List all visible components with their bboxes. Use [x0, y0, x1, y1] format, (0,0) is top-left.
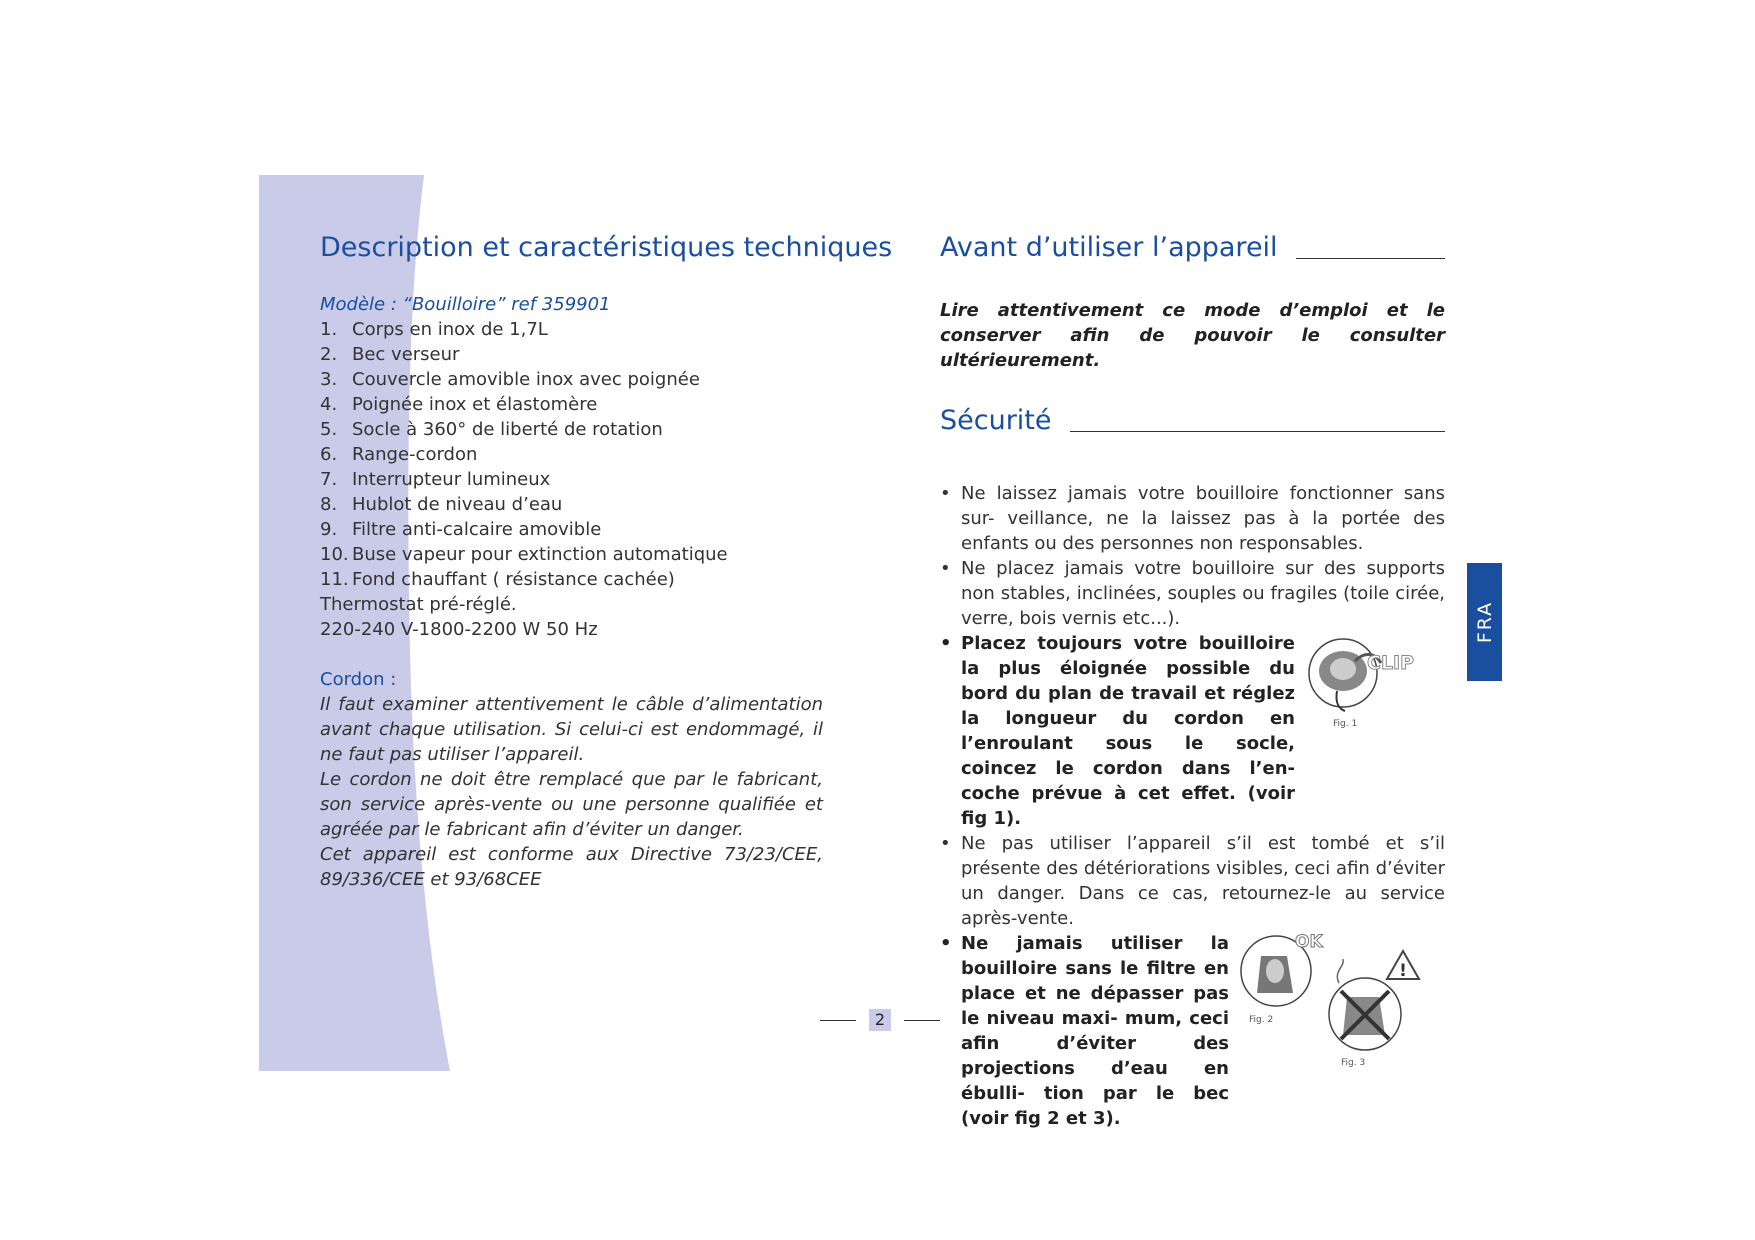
- list-item: • Ne placez jamais votre bouilloire sur des supports non stables, inclinées, souples ou fragiles (toile cirée, verre, bois vernis etc...).: [940, 556, 1445, 631]
- cordon-paragraph-2: Le cordon ne doit être remplacé que par le fabricant, son service après-vente ou une personne qualifiée et agréée par le fabricant afin d’éviter un danger.: [320, 769, 823, 840]
- cordon-paragraph-3: Cet appareil est conforme aux Directive 73/23/CEE, 89/336/CEE et 93/68CEE: [320, 844, 823, 890]
- list-item: 6. Range-cordon: [320, 444, 478, 465]
- list-item: • Ne laissez jamais votre bouilloire fonctionner sans sur- veillance, ne la laissez pas à la portée des enfants ou des personnes non responsables.: [940, 481, 1445, 556]
- cordon-heading: Cordon :: [320, 669, 397, 690]
- page-rule-left: [820, 1020, 856, 1021]
- list-item: [940, 931, 1445, 1131]
- list-item: 1. Corps en inox de 1,7L: [320, 319, 548, 340]
- clip-label: CLIP: [1367, 652, 1415, 674]
- thermostat-line: Thermostat pré-réglé.: [320, 594, 517, 615]
- figure-2-caption: Fig. 2: [1249, 1015, 1274, 1025]
- language-label: FRA: [1473, 600, 1496, 644]
- model-line: Modèle : “Bouilloire” ref 359901: [320, 294, 611, 315]
- description-section: [320, 228, 893, 892]
- spec-list: [320, 317, 823, 592]
- list-item: 7. Interrupteur lumineux: [320, 469, 551, 490]
- kettle-filter-figures-icon: [1229, 931, 1439, 1081]
- list-item: • Ne pas utiliser l’appareil s’il est tombé et s’il présente des détériorations visibles, ceci afin d’éviter un danger. Dans ce cas, retournez-le au service après-vente.: [940, 831, 1445, 931]
- language-tab: [1467, 563, 1502, 681]
- list-item: 5. Socle à 360° de liberté de rotation: [320, 419, 663, 440]
- figure-1: [1295, 631, 1445, 781]
- heading-rule: [1070, 431, 1445, 432]
- list-item: 2. Bec verseur: [320, 344, 460, 365]
- list-item: 9. Filtre anti-calcaire amovible: [320, 519, 602, 540]
- safety-title: Sécurité: [940, 405, 1052, 436]
- bullet-text: • Placez toujours votre bouilloire la plus éloignée possible du bord du plan de travail et réglez la longueur du cordon en l’enroulant sous le socle, coincez le cordon dans l’en- coche prévue à cet effet. (voir fig 1).: [961, 633, 1295, 829]
- svg-text:!: !: [1399, 961, 1407, 981]
- safety-list: [940, 481, 1445, 1131]
- description-title: Description et caractéristiques techniques: [320, 232, 893, 263]
- list-item: [940, 631, 1445, 831]
- safety-heading: [940, 401, 1445, 441]
- list-item: 10. Buse vapeur pour extinction automatique: [320, 544, 728, 565]
- heading-rule: [1296, 258, 1445, 259]
- figure-1-caption: Fig. 1: [1333, 719, 1358, 729]
- usage-section: [940, 228, 1445, 1131]
- page-number-box: 2: [869, 1009, 891, 1031]
- page-number: [820, 1009, 940, 1031]
- list-item: 3. Couvercle amovible inox avec poignée: [320, 369, 700, 390]
- cordon-paragraph-1: Il faut examiner attentivement le câble d’alimentation avant chaque utilisation. Si celui-ci est endommagé, il ne faut pas utiliser l’appareil.: [320, 694, 823, 765]
- before-use-heading: [940, 228, 1445, 268]
- list-item: 11. Fond chauffant ( résistance cachée): [320, 569, 675, 590]
- figure-3-caption: Fig. 3: [1341, 1058, 1366, 1068]
- bullet-text: • Ne jamais utiliser la bouilloire sans le filtre en place et ne dépasser pas le niveau maxi- mum, ceci afin d’éviter des projections d’eau en ébulli- tion par le bec (voir fig 2 et 3).: [961, 933, 1229, 1129]
- intro-text: Lire attentivement ce mode d’emploi et le conserver afin de pouvoir le consulter ultérieurement.: [940, 300, 1445, 371]
- figures-2-3: [1229, 931, 1439, 1081]
- ok-label: OK: [1295, 932, 1323, 952]
- list-item: 4. Poignée inox et élastomère: [320, 394, 598, 415]
- kettle-base-clip-icon: [1295, 631, 1445, 741]
- before-use-title: Avant d’utiliser l’appareil: [940, 232, 1278, 263]
- power-line: 220-240 V-1800-2200 W 50 Hz: [320, 619, 598, 640]
- list-item: 8. Hublot de niveau d’eau: [320, 494, 563, 515]
- page-rule-right: [904, 1020, 940, 1021]
